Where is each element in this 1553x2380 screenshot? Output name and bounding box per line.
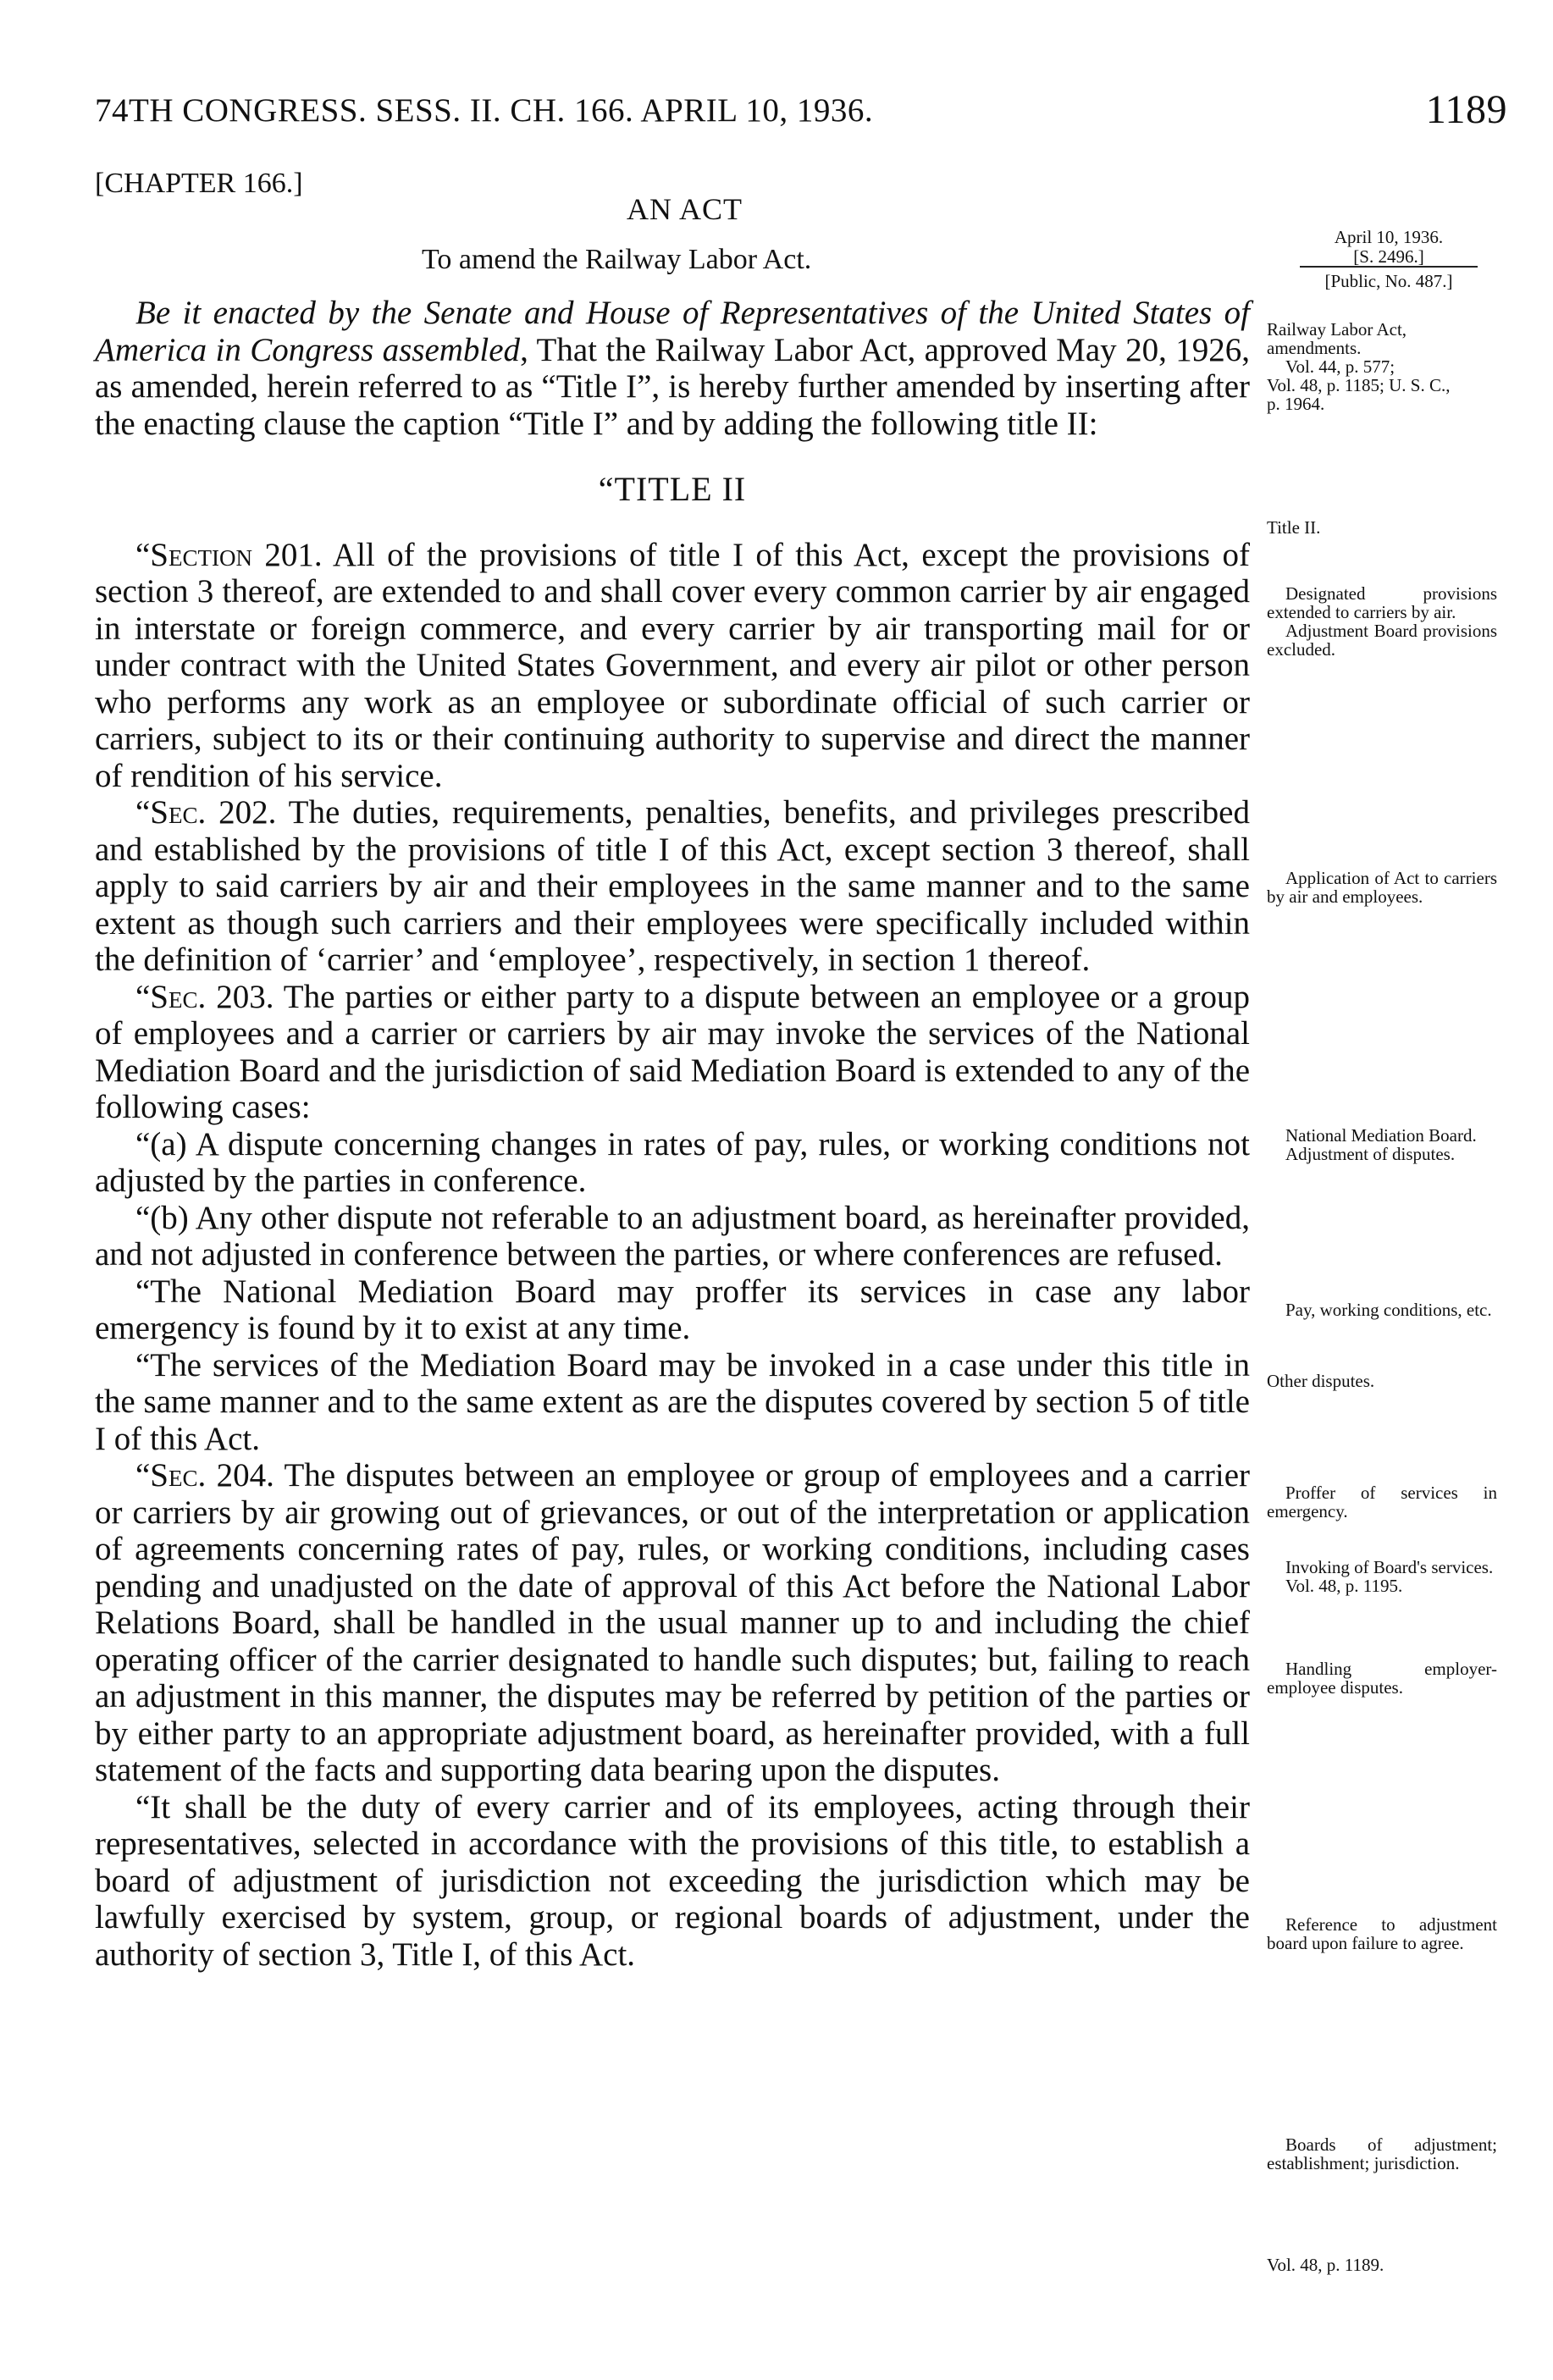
sidenote-rla-line5: p. 1964. [1267,394,1325,414]
section-204-text: 204. The disputes between an employee or group of employees and a carrier or carriers by air growing out of grievances, or out of the interpretation or application of agreements concerning rates of pay, rules, or working conditions, including cases pending and unadjusted on the date of approval of this Act before the National Labor Relations Board, shall be handled in the usual manner up to and including the chief operating officer of the carrier designated to handle such disputes; but, failing to reach an adjustment in this manner, the disputes may be referred by petition of the parties or by either party to an appropriate adjustment board, as hereinafter provided, with a full statement of the facts and supporting data bearing upon the disputes. [95,1457,1250,1788]
sidenote-rla-line2: amendments. [1267,338,1362,358]
enacting-clause [95,295,1250,442]
section-203-a: “(a) A dispute concerning changes in rates of pay, rules, or working conditions not adjusted by the parties in conference. [95,1125,1250,1199]
sidenote-designated-provisions [1267,584,1497,659]
section-203 [95,979,1250,1126]
section-204-duty: “It shall be the duty of every carrier and of its employees, acting through their representatives, selected in accordance with the provisions of this title, to establish a board of adjustment of jurisdiction not exceeding the jurisdiction which may be lawfully exercised by system, group, or regional boards of adjustment, under the authority of section 3, Title I, of this Act. [95,1788,1250,1973]
sidenote-rla-line1: Railway Labor Act, [1267,319,1407,340]
chapter-label: [CHAPTER 166.] [95,168,303,199]
act-title: To amend the Railway Labor Act. [422,244,812,275]
an-act-heading: AN ACT [627,192,743,226]
sidenote-designated-line: Designated provisions extended to carriers by air. [1267,583,1497,622]
section-201 [95,537,1250,795]
sidenote-invoking [1267,1558,1497,1595]
sidenote-boards-line: Boards of adjustment; establishment; jurisdiction. [1267,2134,1497,2173]
sidenote-nmb [1267,1126,1497,1163]
sidenote-handling-line: Handling employer-employee disputes. [1267,1659,1497,1698]
section-203-invoke: “The services of the Mediation Board may be invoked in a case under this title in the same manner and to the same extent as are the disputes covered by section 5 of title I of this Act. [95,1346,1250,1457]
section-201-label: “Section [135,536,252,573]
sidenote-adjustment-disputes: Adjustment of disputes. [1285,1144,1456,1164]
section-202-label: “Sec. [135,794,207,831]
title-ii-heading: “TITLE II [598,470,747,508]
sidenote-boards [1267,2135,1497,2173]
sidenote-vol-1189: Vol. 48, p. 1189. [1267,2255,1384,2275]
sidenote-date: April 10, 1936. [1334,227,1444,247]
section-203-text: 203. The parties or either party to a dispute between an employee or a group of employees and a carrier or carriers by air may invoke the services of the National Mediation Board and the jurisdiction of said Mediation Board is extended to any of the following cases: [95,978,1250,1125]
sidenote-rla-line3: Vol. 44, p. 577; [1285,356,1395,377]
sidenote-reference-line: Reference to adjustment board upon failure to agree. [1267,1914,1497,1953]
sidenote-proffer [1267,1483,1497,1521]
section-204-label: “Sec. [135,1457,207,1494]
section-203-proffer: “The National Mediation Board may proffer its services in case any labor emergency is found by it to exist at any time. [95,1273,1250,1346]
section-201-text: 201. All of the provisions of title I of this Act, except the provisions of section 3 thereof, are extended to and shall cover every common carrier by air engaged in interstate or foreign commerce, and every carrier by air transporting mail for or under contract with the United States Government, and every air pilot or other person who performs any work as an employee or subordinate official of such carrier or carriers, subject to its or their continuing authority to supervise and direct the manner of rendition of his service. [95,536,1250,794]
section-203-b: “(b) Any other dispute not referable to an adjustment board, as hereinafter provided, and not adjusted in conference between the parties, or where conferences are refused. [95,1199,1250,1273]
sidenote-pay [1267,1300,1497,1319]
sidenote-adjustment-board: Adjustment Board provisions excluded. [1267,621,1497,660]
sidenote-invoking-vol: Vol. 48, p. 1195. [1285,1576,1403,1596]
enacting-clause-rest: , That the Railway Labor Act, approved May 20, 1926, as amended, herein referred to as “Title I”, is hereby further amended by inserting after the enacting clause the caption “Title I” and by adding the following title II: [95,331,1250,442]
section-202 [95,794,1250,979]
sidenote-title-ii: Title II. [1267,517,1321,538]
page-number: 1189 [1425,87,1507,132]
section-204 [95,1457,1250,1789]
main-text [95,288,1250,1973]
sidenote-other-disputes: Other disputes. [1267,1371,1375,1391]
sidenote-application-line: Application of Act to carriers by air and employees. [1267,868,1497,907]
sidenote-reference [1267,1915,1497,1952]
sidenote-invoking-line: Invoking of Board's services. [1285,1557,1494,1577]
enacting-clause-italic: Be it enacted by the Senate and House of Representatives of the United States of America in Congress assembled [95,295,1250,368]
sidenote-date-block [1300,229,1478,290]
sidenote-public-law: [Public, No. 487.] [1324,271,1453,291]
sidenote-handling [1267,1659,1497,1697]
section-202-text: 202. The duties, requirements, penalties, benefits, and privileges prescribed and established by the provisions of title I of this Act, except section 3 thereof, shall apply to said carriers by air and their employees in the same manner and to the same extent as though such carriers and their employees were specifically included within the definition of ‘carrier’ and ‘employee’, respectively, in section 1 thereof. [95,794,1250,978]
sidenote-proffer-line: Proffer of services in emergency. [1267,1483,1497,1521]
sidenote-nmb-line: National Mediation Board. [1285,1125,1477,1146]
sidenote-pay-line: Pay, working conditions, etc. [1285,1300,1492,1320]
section-203-label: “Sec. [135,978,207,1015]
running-head-citation: 74TH CONGRESS. SESS. II. CH. 166. APRIL 10, 1936. [95,92,874,129]
running-head [95,87,1507,142]
sidenote-application [1267,869,1497,906]
sidenote-railway-labor-act [1267,320,1497,413]
sidenote-bill: [S. 2496.] [1300,248,1478,268]
sidenote-rla-line4: Vol. 48, p. 1185; U. S. C., [1267,375,1451,395]
